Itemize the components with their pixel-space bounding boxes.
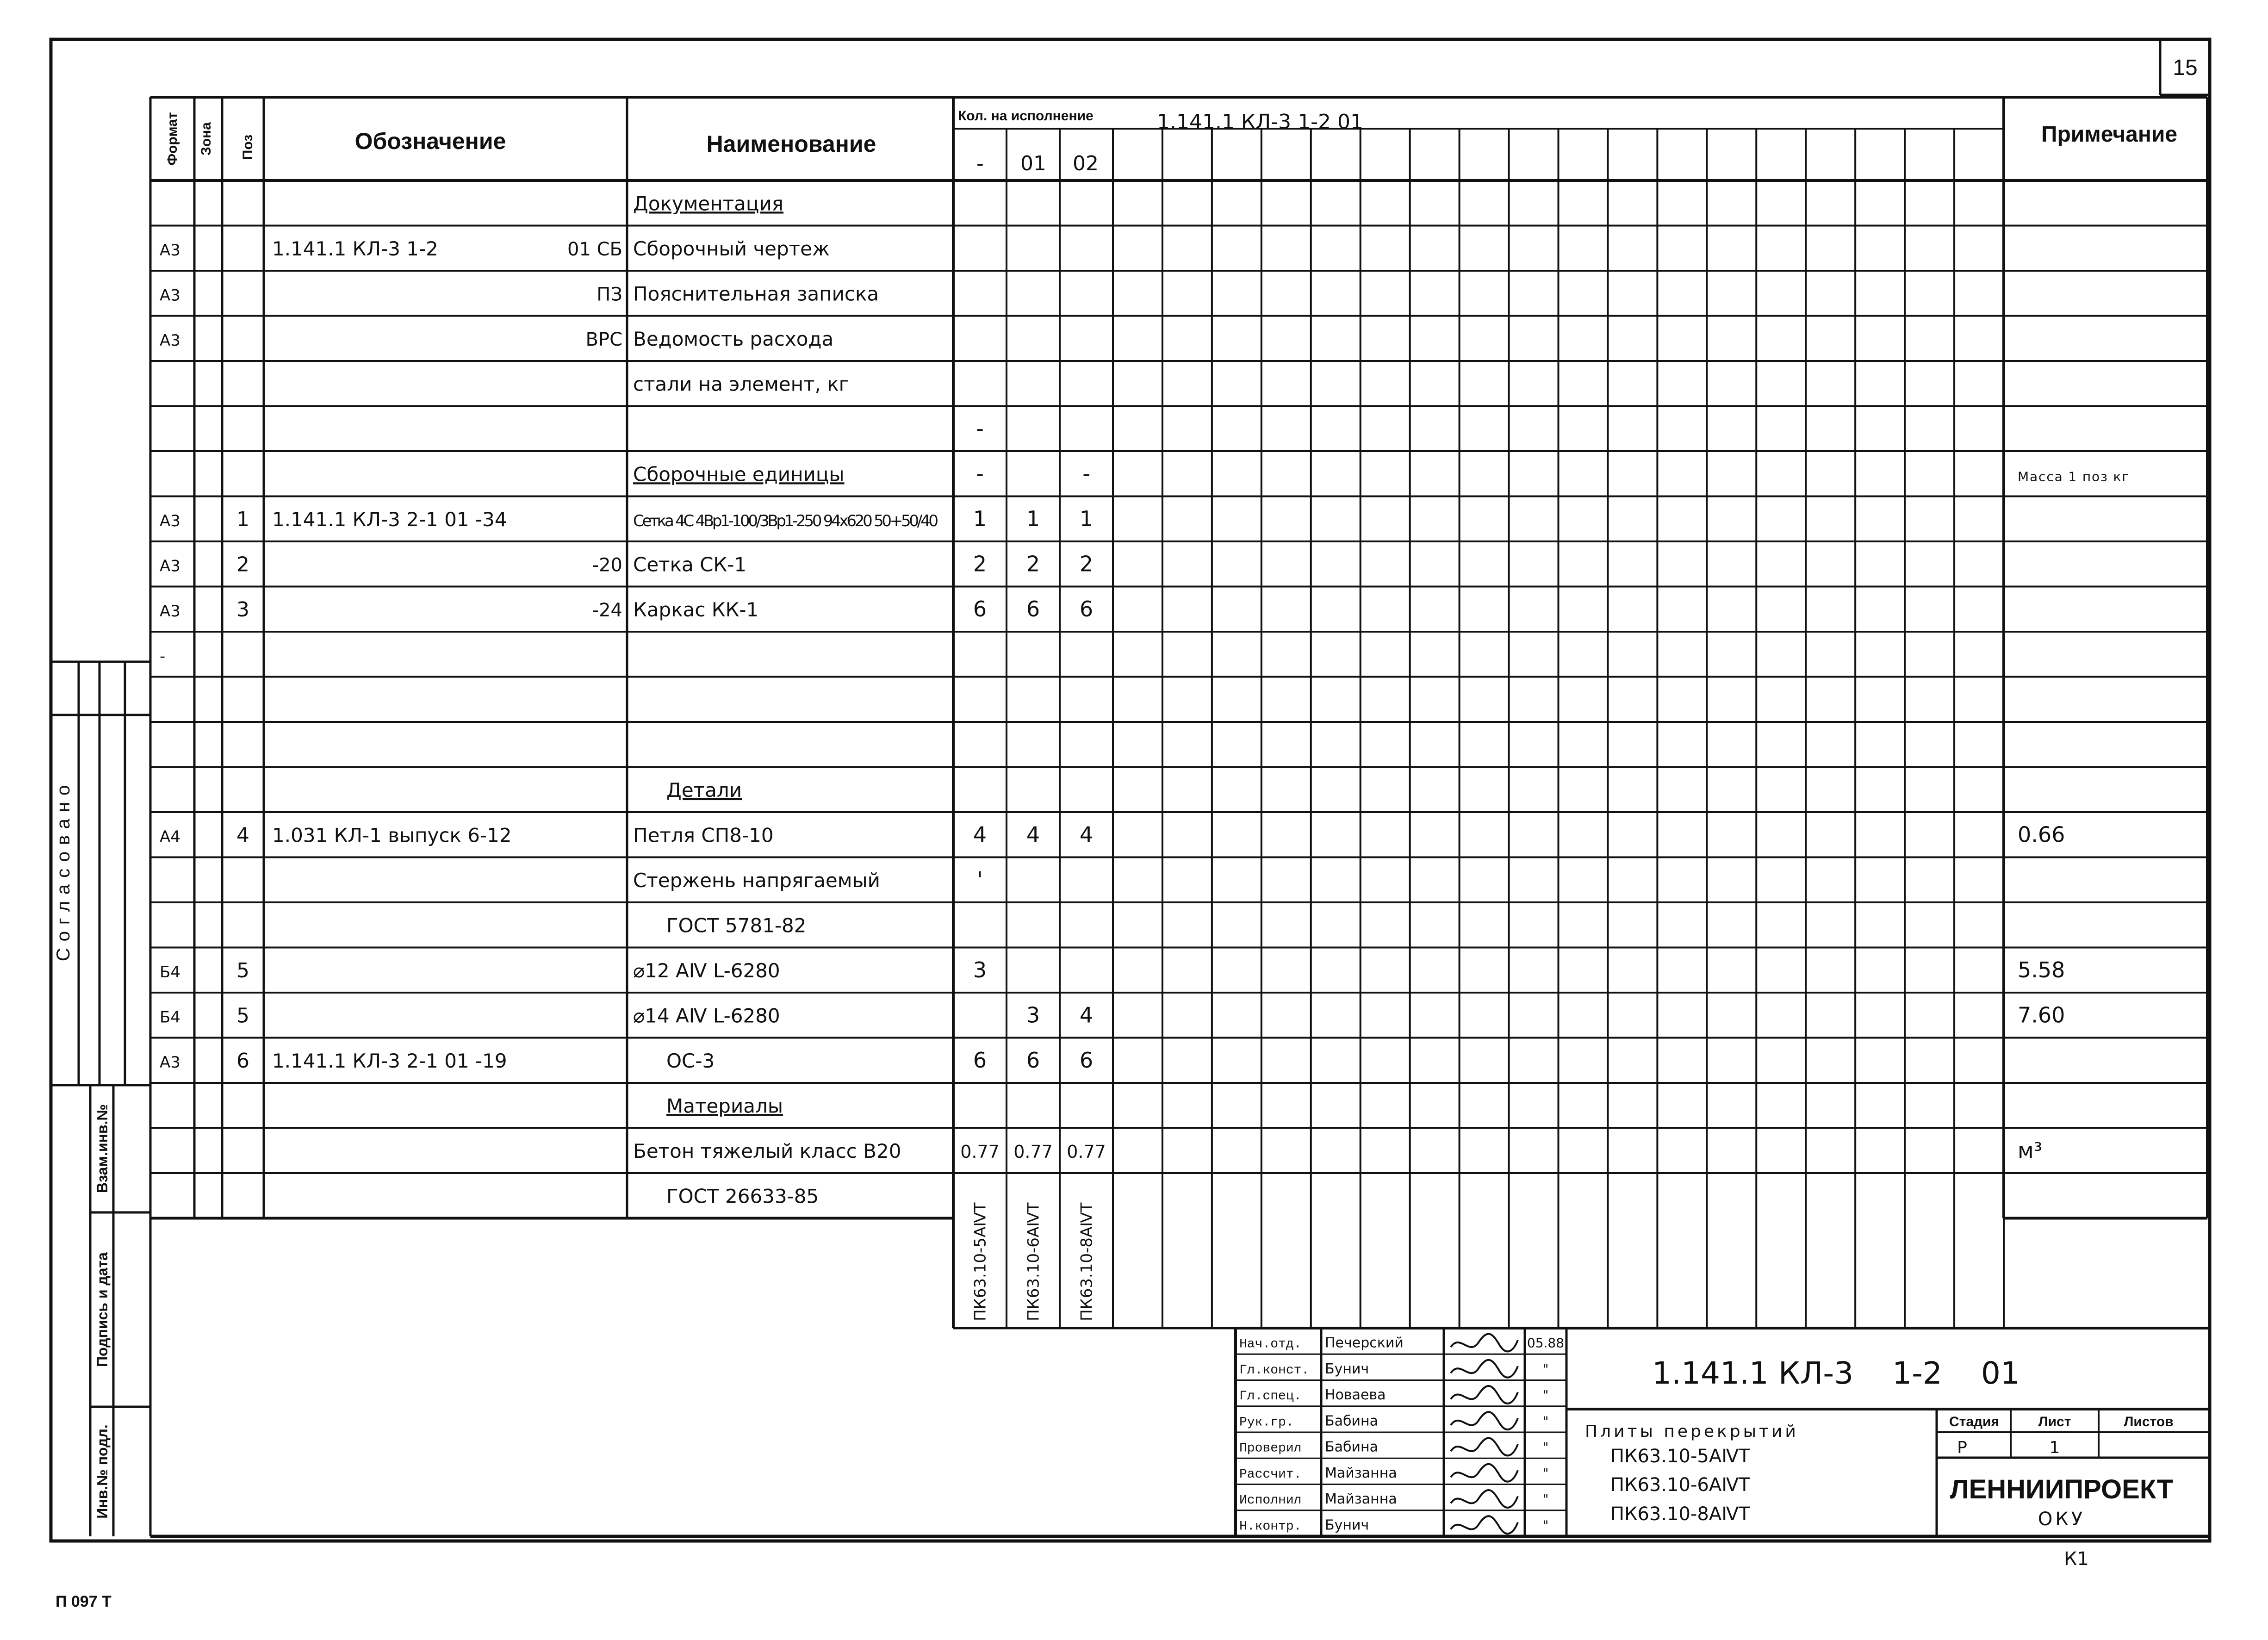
row-position: 5 <box>236 1004 249 1028</box>
table-row <box>976 416 984 441</box>
row-name: Сборочный чертеж <box>633 237 830 260</box>
row-qty-02: 2 <box>1079 551 1094 577</box>
table-row <box>666 914 807 937</box>
signature-role: Гл.спец. <box>1239 1389 1302 1404</box>
stamp-sheets-label: Листов <box>2124 1414 2174 1429</box>
signature-row <box>1239 1438 1548 1455</box>
signature-scribble-icon <box>1451 1490 1518 1508</box>
sheet-number: 15 <box>2173 56 2198 80</box>
signature-scribble-icon <box>1451 1334 1518 1351</box>
row-format: А3 <box>160 1053 180 1072</box>
signature-role: Рассчит. <box>1239 1467 1302 1482</box>
signature-name: Майзанна <box>1325 1465 1397 1481</box>
signature-role: Н.контр. <box>1239 1519 1302 1534</box>
row-qty-01: 1 <box>1026 506 1040 531</box>
signature-name: Новаева <box>1325 1387 1386 1404</box>
row-format: А4 <box>160 827 180 846</box>
header-qty-title: Кол. на исполнение <box>958 108 1094 124</box>
stamp-sheet-label: Лист <box>2038 1414 2071 1429</box>
row-section-title: Документация <box>633 192 784 215</box>
row-name: стали на элемент, кг <box>633 373 849 396</box>
title-block <box>1239 1334 2174 1534</box>
spec-table-header <box>165 108 2177 175</box>
row-qty-02: 6 <box>1079 1047 1094 1073</box>
row-note: 7.60 <box>2018 1002 2065 1028</box>
row-note: м³ <box>2018 1137 2043 1163</box>
row-format: Б4 <box>160 963 180 982</box>
row-name: Ведомость расхода <box>633 327 834 350</box>
variant-mark: ПК63.10-6АⅣТ <box>1024 1202 1043 1321</box>
header-zone: Зона <box>199 122 214 155</box>
table-row <box>666 1094 783 1117</box>
stamp-stage: Р <box>1957 1438 1967 1457</box>
row-qty-01: 0.77 <box>1013 1141 1053 1162</box>
header-qty-doc: 1.141.1 КЛ-3 1-2 01 <box>1157 110 1363 134</box>
row-qty-base: 2 <box>973 551 987 577</box>
row-qty-01: 2 <box>1026 551 1040 577</box>
row-qty-01: 4 <box>1026 822 1040 847</box>
stamp-title-line-2: ПК63.10-5АⅣТ <box>1610 1446 1750 1467</box>
row-format: А3 <box>160 331 180 350</box>
row-designation-suffix: ВРС <box>585 329 622 350</box>
sign-date-label: Подпись и дата <box>94 1252 111 1367</box>
row-position: 5 <box>236 958 249 982</box>
stamp-doc-code: 1.141.1 КЛ-3 1-2 01 <box>1652 1355 2020 1391</box>
row-name: Петля СП8-10 <box>633 824 774 847</box>
row-format: А3 <box>160 557 180 576</box>
row-name: ОС-3 <box>666 1049 715 1072</box>
agreed-label: Согласовано <box>53 778 74 962</box>
header-qty-col-base: - <box>976 152 984 175</box>
row-qty-01: 3 <box>1026 1002 1040 1028</box>
row-position: 3 <box>236 597 249 621</box>
row-designation-suffix: -24 <box>592 599 622 621</box>
row-qty-02: - <box>1082 461 1090 486</box>
table-row <box>633 373 849 395</box>
row-designation: 1.141.1 КЛ-3 2-1 01 -19 <box>272 1049 507 1072</box>
signature-row <box>1239 1386 1548 1404</box>
row-format: - <box>160 647 166 666</box>
signature-role: Проверил <box>1239 1441 1302 1456</box>
header-designation: Обозначение <box>354 128 506 154</box>
row-qty-01: 6 <box>1026 596 1040 621</box>
signature-row <box>1239 1516 1548 1534</box>
signature-scribble-icon <box>1451 1516 1518 1534</box>
signature-date: " <box>1542 1361 1549 1377</box>
row-format: А3 <box>160 602 180 621</box>
row-position: 4 <box>236 823 249 847</box>
row-qty-02: 4 <box>1079 1002 1094 1028</box>
signature-row <box>1239 1464 1548 1482</box>
signature-role: Рук.гр. <box>1239 1415 1294 1430</box>
row-section-title: Детали <box>666 778 742 801</box>
signature-name: Майзанна <box>1325 1491 1397 1508</box>
table-row <box>160 328 833 350</box>
signature-scribble-icon <box>1451 1386 1518 1404</box>
bottom-left-mark: П 097 Т <box>56 1593 112 1610</box>
spec-table-rows <box>160 192 2129 1207</box>
signature-row <box>1239 1412 1548 1429</box>
variant-mark: ПК63.10-8АⅣТ <box>1077 1202 1096 1321</box>
row-qty-base: 6 <box>973 596 987 621</box>
row-note: Масса 1 поз кг <box>2018 469 2129 485</box>
header-qty-col-01: 01 <box>1020 152 1046 175</box>
row-format: А3 <box>160 241 180 260</box>
table-row <box>633 192 783 215</box>
signature-scribble-icon <box>1451 1438 1518 1455</box>
row-qty-base: 1 <box>973 506 987 531</box>
row-designation-suffix: 01 СБ <box>567 238 622 260</box>
row-qty-base: - <box>976 461 984 486</box>
table-row <box>666 779 742 801</box>
header-format: Формат <box>165 112 180 166</box>
signature-name: Бабина <box>1325 1439 1378 1455</box>
signature-date: " <box>1542 1387 1549 1403</box>
signature-date: " <box>1542 1413 1549 1429</box>
stamp-title-line-4: ПК63.10-8АⅣТ <box>1610 1503 1750 1525</box>
row-name: Бетон тяжелый класс В20 <box>633 1139 901 1162</box>
row-qty-base: 3 <box>973 957 987 982</box>
inv-original-label: Инв.№ подл. <box>94 1424 111 1519</box>
signature-date: " <box>1542 1517 1549 1533</box>
signature-date: " <box>1542 1491 1549 1507</box>
row-qty-01: 6 <box>1026 1047 1040 1073</box>
row-name: Сетка 4С 4Вр1-100/3Вр1-250 94x620 50+50/40 <box>633 511 938 530</box>
signature-role: Исполнил <box>1239 1493 1302 1508</box>
variant-marks <box>971 1202 1096 1321</box>
signature-role: Гл.конст. <box>1239 1363 1310 1378</box>
signature-row <box>1239 1490 1548 1508</box>
signature-date: " <box>1542 1465 1549 1481</box>
row-name: ⌀14 АⅣ L-6280 <box>633 1004 780 1027</box>
table-row <box>666 1185 819 1207</box>
header-name: Наименование <box>706 131 876 157</box>
stamp-title-line-3: ПК63.10-6АⅣТ <box>1610 1474 1750 1496</box>
signature-scribble-icon <box>1451 1412 1518 1429</box>
row-note: 0.66 <box>2018 822 2065 847</box>
row-name: Стержень напрягаемый <box>633 869 880 892</box>
spec-table-grid <box>150 97 2207 1328</box>
row-name: Сетка СК-1 <box>633 553 747 576</box>
row-designation-suffix: -20 <box>592 554 622 576</box>
signature-date: 05.88 <box>1527 1335 1565 1351</box>
table-row <box>160 282 879 305</box>
row-qty-base: 4 <box>973 822 987 847</box>
drawing-frame <box>51 39 2210 1541</box>
signature-scribble-icon <box>1451 1464 1518 1482</box>
signature-role: Нач.отд. <box>1239 1337 1302 1352</box>
row-position: 6 <box>236 1049 249 1073</box>
row-section-title: Сборочные единицы <box>633 463 845 486</box>
row-format: Б4 <box>160 1008 180 1027</box>
header-pos: Поз <box>240 134 255 160</box>
signature-name: Бунич <box>1325 1360 1369 1377</box>
signature-row <box>1239 1360 1548 1378</box>
row-position: 2 <box>236 553 249 577</box>
replaces-inv-label: Взам.инв.№ <box>94 1104 111 1193</box>
row-name: ГОСТ 5781-82 <box>666 914 807 937</box>
row-qty-base: 0.77 <box>960 1141 1000 1162</box>
stamp-title-line-1: Плиты перекрытий <box>1585 1422 1799 1441</box>
stamp-sheet: 1 <box>2049 1438 2060 1457</box>
stamp-org-sub: ОКУ <box>2038 1509 2086 1530</box>
table-row <box>633 1138 2042 1163</box>
row-name: Каркас КК-1 <box>633 598 759 621</box>
signature-date: " <box>1542 1439 1549 1455</box>
signature-scribble-icon <box>1451 1360 1518 1378</box>
table-row <box>633 867 983 892</box>
row-name: ⌀12 АⅣ L-6280 <box>633 959 780 982</box>
row-qty-base: - <box>976 416 984 441</box>
stamp-org: ЛЕННИИПРОЕКТ <box>1950 1474 2174 1504</box>
signature-name: Бунич <box>1325 1517 1369 1534</box>
row-designation-suffix: ПЗ <box>597 284 622 305</box>
bottom-right-mark: К1 <box>2064 1548 2089 1570</box>
signature-name: Печерский <box>1325 1335 1404 1351</box>
row-qty-02: 4 <box>1079 822 1094 847</box>
stamp-stage-label: Стадия <box>1949 1414 2000 1429</box>
row-name: Пояснительная записка <box>633 282 879 305</box>
signature-row <box>1239 1334 1564 1351</box>
header-note: Примечание <box>2041 122 2178 147</box>
row-designation: 1.141.1 КЛ-3 2-1 01 -34 <box>272 508 507 531</box>
row-note: 5.58 <box>2018 957 2065 982</box>
row-position: 1 <box>236 507 249 531</box>
row-designation: 1.141.1 КЛ-3 1-2 <box>272 237 438 260</box>
row-name: ГОСТ 26633-85 <box>666 1185 819 1208</box>
row-qty-base: 6 <box>973 1047 987 1073</box>
row-format: А3 <box>160 286 180 305</box>
row-designation: 1.031 КЛ-1 выпуск 6-12 <box>272 824 512 847</box>
row-section-title: Материалы <box>666 1094 783 1118</box>
variant-mark: ПК63.10-5АⅣТ <box>971 1202 990 1321</box>
row-format: А3 <box>160 511 180 530</box>
table-row <box>160 237 830 260</box>
signature-rows <box>1239 1334 1564 1534</box>
row-qty-02: 6 <box>1079 596 1094 621</box>
header-qty-col-02: 02 <box>1073 152 1099 175</box>
row-qty-02: 1 <box>1079 506 1094 531</box>
row-qty-base: ' <box>977 867 983 892</box>
signature-name: Бабина <box>1325 1413 1378 1429</box>
table-row <box>160 647 165 665</box>
row-qty-02: 0.77 <box>1067 1141 1106 1162</box>
